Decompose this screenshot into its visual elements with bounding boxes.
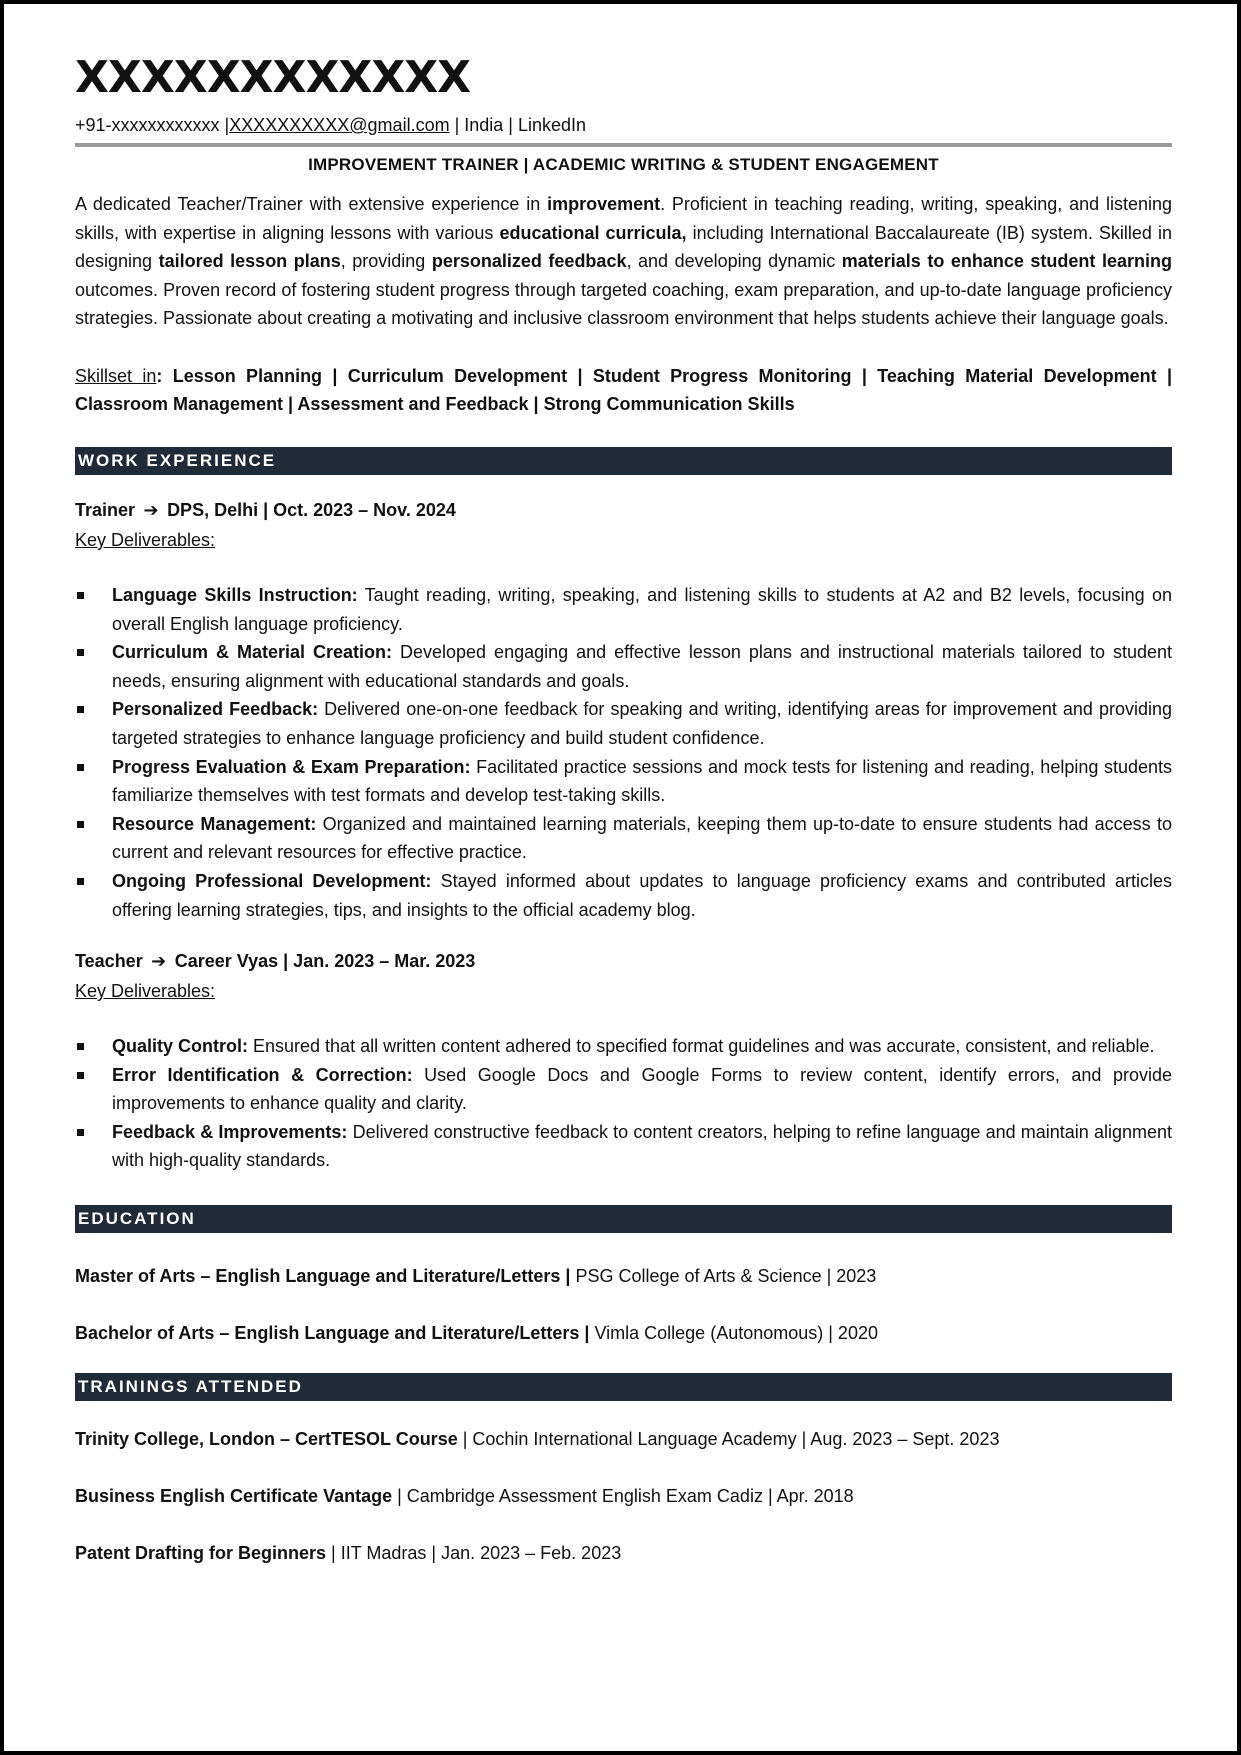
contact-rest: | India | LinkedIn	[449, 115, 587, 135]
header-divider	[75, 143, 1172, 147]
training-entry	[75, 1484, 1172, 1508]
skillset	[75, 362, 1172, 418]
arrow-right-icon: ➔	[143, 499, 159, 520]
key-deliverables-label: Key Deliverables:	[75, 981, 216, 1002]
phone: +91-xxxxxxxxxxxx	[75, 115, 225, 135]
section-work-experience: WORK EXPERIENCE	[75, 447, 1172, 475]
job-role: Trainer	[75, 499, 136, 520]
list-item	[75, 638, 1172, 695]
bullet-text: Facilitated practice sessions and mock tests for listening and reading, helping students familiarize themselves with test formats and develop test-taking skills.	[112, 756, 1172, 806]
job-role: Teacher	[75, 951, 143, 972]
bullet-text: Stayed informed about updates to language proficiency exams and contributed articles offering learning strategies, tips, and insights to the official academy blog.	[112, 870, 1172, 920]
bullet-label: Curriculum & Material Creation:	[112, 642, 393, 663]
bullet-label: Ongoing Professional Development:	[112, 870, 432, 891]
section-trainings: TRAININGS ATTENDED	[75, 1373, 1172, 1401]
summary-text: including International Baccalaureate (IB) system. Skilled in designing	[75, 222, 1172, 272]
list-item	[75, 581, 1172, 638]
summary-text: outcomes. Proven record of fostering student progress through targeted coaching, exam preparation, and up-to-date language proficiency strategies. Passionate about creating a motivating and inclusive classroom environment that helps students achieve their language goals.	[75, 279, 1172, 329]
summary-text: , and developing dynamic	[626, 251, 842, 272]
bullet-text: Taught reading, writing, speaking, and listening skills to students at A2 and B2 levels, focusing on overall English language proficiency.	[112, 584, 1173, 634]
training-detail: | IIT Madras | Jan. 2023 – Feb. 2023	[326, 1543, 622, 1564]
list-item	[75, 1118, 1172, 1175]
contact-line	[75, 113, 1172, 137]
list-item	[75, 810, 1172, 867]
institution: PSG College of Arts & Science | 2023	[570, 1266, 877, 1287]
candidate-name: XXXXXXXXXXXX	[75, 52, 471, 103]
institution: Vimla College (Autonomous) | 2020	[589, 1323, 878, 1344]
deliverables-list	[75, 581, 1172, 924]
degree: Master of Arts – English Language and Literature/Letters |	[75, 1266, 571, 1287]
list-item	[75, 753, 1172, 810]
summary-highlight: tailored lesson plans	[158, 251, 341, 272]
summary-highlight: improvement	[547, 194, 661, 214]
list-item	[75, 1032, 1172, 1061]
bullet-square-icon	[77, 821, 84, 828]
contact-separator: |	[224, 115, 230, 135]
bullet-square-icon	[77, 592, 84, 599]
bullet-square-icon	[77, 649, 84, 656]
training-entry	[75, 1427, 1172, 1451]
bullet-text: Used Google Docs and Google Forms to review content, identify errors, and provide improvements to enhance quality and clarity.	[112, 1064, 1172, 1114]
degree: Bachelor of Arts – English Language and Literature/Letters |	[75, 1323, 590, 1344]
bullet-square-icon	[77, 764, 84, 771]
key-deliverables-label: Key Deliverables:	[75, 529, 216, 550]
job-detail: Career Vyas | Jan. 2023 – Mar. 2023	[174, 951, 476, 972]
bullet-square-icon	[77, 706, 84, 713]
profile-headline: IMPROVEMENT TRAINER | ACADEMIC WRITING & STUDENT ENGAGEMENT	[308, 155, 939, 174]
education-entry	[75, 1264, 1172, 1288]
training-title: Patent Drafting for Beginners	[75, 1543, 327, 1564]
email-link[interactable]: XXXXXXXXXX@gmail.com	[229, 115, 450, 135]
bullet-text: Developed engaging and effective lesson plans and instructional materials tailored to student needs, ensuring alignment with educational standards and goals.	[112, 642, 1172, 691]
summary-text: , providing	[340, 251, 432, 272]
summary-text: A dedicated Teacher/Trainer with extensive experience in	[75, 194, 548, 214]
bullet-square-icon	[77, 1129, 84, 1136]
resume-content	[75, 52, 1172, 1565]
summary-highlight: materials to enhance student learning	[841, 251, 1172, 272]
list-item	[75, 1061, 1172, 1118]
training-detail: | Cochin International Language Academy | Aug. 2023 – Sept. 2023	[457, 1429, 1000, 1450]
skillset-label: Skillset in	[75, 365, 157, 386]
training-title: Business English Certificate Vantage	[75, 1486, 393, 1507]
bullet-text: Delivered one-on-one feedback for speaking and writing, identifying areas for improvement and providing targeted strategies to enhance language proficiency and build student confidence.	[112, 699, 1172, 748]
deliverables-list	[75, 1032, 1172, 1175]
bullet-label: Error Identification & Correction:	[112, 1064, 413, 1085]
arrow-right-icon: ➔	[151, 951, 167, 972]
education-entry	[75, 1321, 1172, 1345]
summary-highlight: educational curricula,	[499, 222, 687, 243]
job-title	[75, 498, 1172, 522]
training-entry	[75, 1541, 1172, 1565]
profile-summary	[75, 190, 1172, 333]
bullet-label: Resource Management:	[112, 813, 317, 834]
bullet-text: Organized and maintained learning materials, keeping them up-to-date to ensure students had access to current and relevant resources for effective practice.	[112, 813, 1172, 863]
bullet-square-icon	[77, 1072, 84, 1079]
section-education: EDUCATION	[75, 1205, 1172, 1233]
training-title: Trinity College, London – CertTESOL Course	[75, 1429, 458, 1450]
bullet-label: Progress Evaluation & Exam Preparation:	[112, 756, 471, 777]
bullet-square-icon	[77, 878, 84, 885]
bullet-label: Feedback & Improvements:	[112, 1121, 348, 1142]
training-detail: | Cambridge Assessment English Exam Cadiz | Apr. 2018	[392, 1486, 854, 1507]
bullet-label: Quality Control:	[112, 1036, 248, 1057]
bullet-text: Ensured that all written content adhered to specified format guidelines and was accurate, consistent, and reliable.	[248, 1036, 1155, 1057]
job-title	[75, 949, 1172, 973]
summary-text: . Proficient in teaching reading, writing, speaking, and listening skills, with expertise in aligning lessons with various	[75, 194, 1173, 243]
bullet-text: Delivered constructive feedback to content creators, helping to refine language and maintain alignment with high-quality standards.	[112, 1121, 1173, 1171]
skillset-items: : Lesson Planning | Curriculum Development | Student Progress Monitoring | Teaching Material Development | Classroom Management | Assessment and Feedback | Strong Communication Skills	[75, 365, 1172, 414]
bullet-square-icon	[77, 1043, 84, 1050]
list-item	[75, 867, 1172, 924]
bullet-label: Language Skills Instruction:	[112, 584, 358, 605]
bullet-label: Personalized Feedback:	[112, 699, 319, 720]
summary-highlight: personalized feedback	[431, 251, 627, 272]
job-detail: DPS, Delhi | Oct. 2023 – Nov. 2024	[167, 499, 456, 520]
list-item	[75, 695, 1172, 752]
